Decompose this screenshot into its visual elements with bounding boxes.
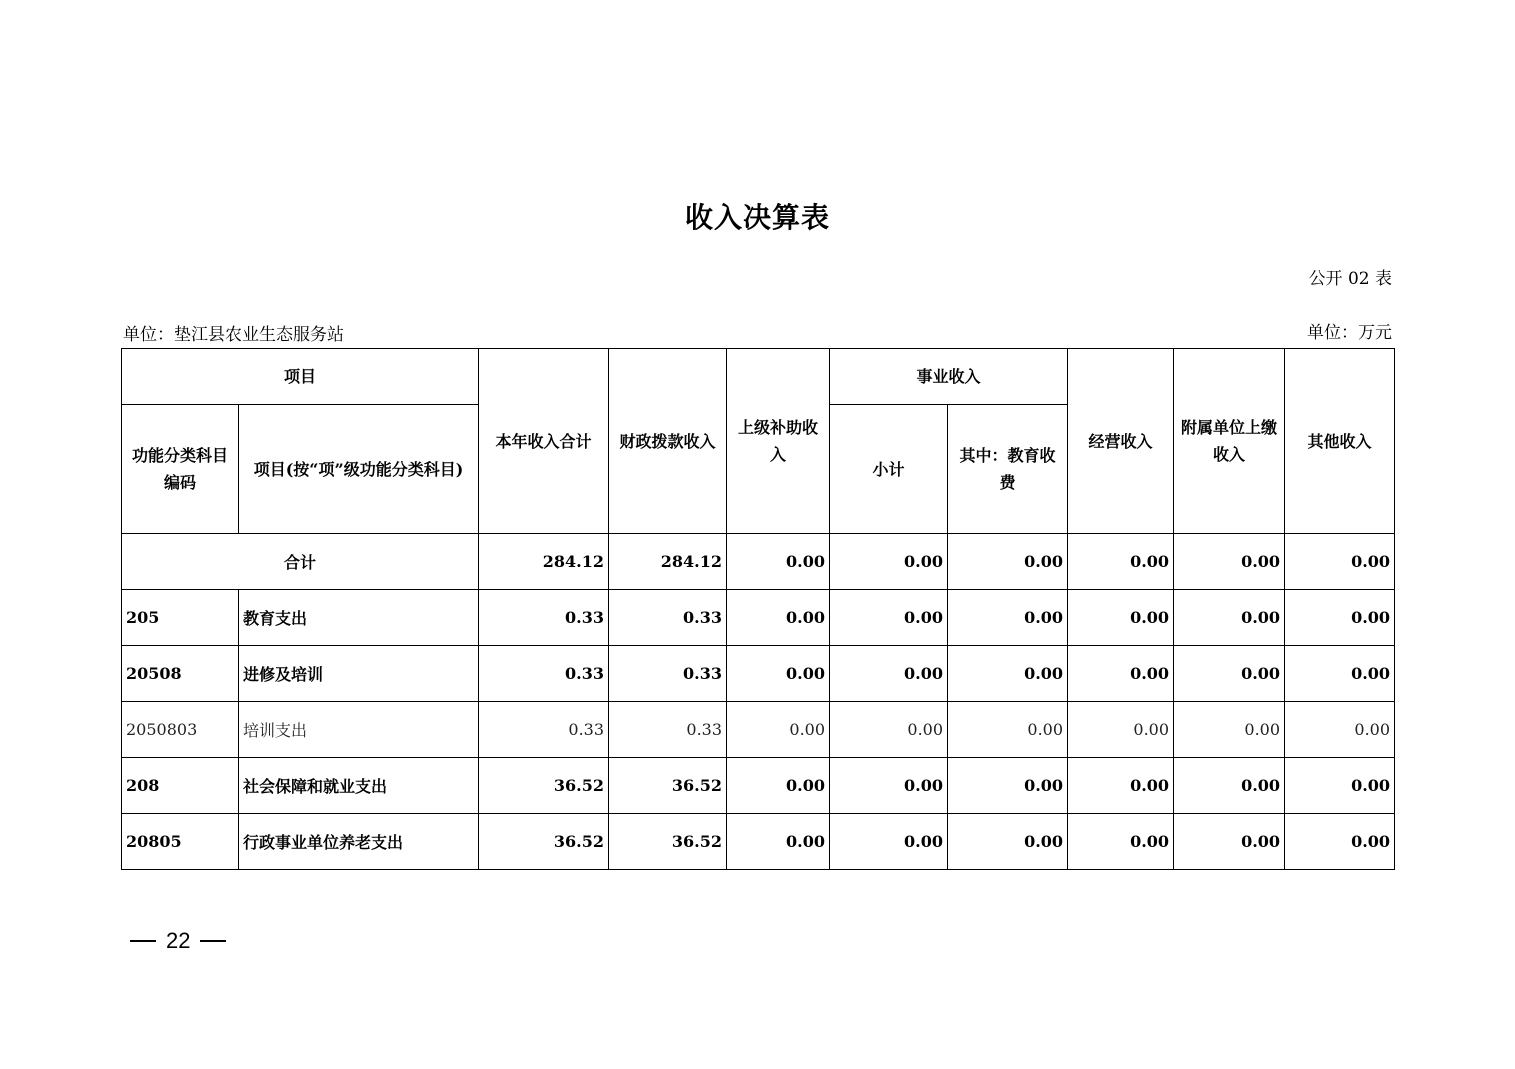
row-value: 0.00: [727, 702, 830, 758]
row-name: 社会保障和就业支出: [239, 758, 479, 814]
table-row: [122, 702, 1395, 758]
row-value: 0.00: [830, 758, 948, 814]
header-fiscal-label: 财政拨款收入: [619, 431, 716, 451]
row-value: 0.33: [479, 646, 609, 702]
header-education-fee: [948, 405, 1068, 534]
row-value: 0.00: [1174, 646, 1285, 702]
total-value: 0.00: [1285, 534, 1395, 590]
row-value: 0.00: [948, 758, 1068, 814]
unit-organization: 单位：垫江县农业生态服务站: [123, 325, 344, 345]
row-value: 0.00: [1174, 590, 1285, 646]
row-value: 36.52: [609, 758, 727, 814]
row-value: 0.00: [948, 702, 1068, 758]
total-value: 284.12: [479, 534, 609, 590]
row-value: 0.33: [609, 702, 727, 758]
header-row-1: [122, 349, 1395, 405]
row-value: 0.00: [1174, 758, 1285, 814]
header-project-group: 项目: [122, 349, 479, 405]
row-code: 205: [122, 590, 239, 646]
row-value: 0.00: [1068, 590, 1174, 646]
row-code: 20805: [122, 814, 239, 870]
row-value: 36.52: [479, 758, 609, 814]
row-value: 0.33: [479, 590, 609, 646]
row-value: 36.52: [479, 814, 609, 870]
left-dash: [130, 940, 156, 942]
row-value: 0.00: [1068, 702, 1174, 758]
page-number-footer: [130, 928, 226, 954]
row-value: 0.00: [830, 702, 948, 758]
header-item-label: 项目(按“项”级功能分类科目): [253, 459, 464, 479]
table-row: [122, 758, 1395, 814]
header-education-fee-label: 其中：教育收费: [959, 446, 1056, 492]
row-value: 0.00: [727, 590, 830, 646]
row-name: 培训支出: [239, 702, 479, 758]
row-value: 0.00: [1285, 646, 1395, 702]
row-value: 0.33: [609, 646, 727, 702]
header-superior-subsidy: [727, 349, 830, 534]
header-operating-label: 经营收入: [1088, 431, 1153, 451]
row-value: 0.00: [830, 646, 948, 702]
row-code: 20508: [122, 646, 239, 702]
row-value: 0.00: [948, 814, 1068, 870]
header-code: [122, 405, 239, 534]
header-affiliated-label: 附属单位上缴收入: [1181, 418, 1278, 464]
row-value: 0.00: [830, 814, 948, 870]
row-name: 进修及培训: [239, 646, 479, 702]
row-value: 0.00: [1285, 702, 1395, 758]
row-value: 0.00: [727, 758, 830, 814]
row-value: 0.00: [1174, 702, 1285, 758]
header-code-label: 功能分类科目编码: [131, 446, 228, 492]
income-table: [121, 348, 1395, 870]
row-code: 2050803: [122, 702, 239, 758]
total-row: [122, 534, 1395, 590]
right-dash: [200, 940, 226, 942]
total-value: 0.00: [830, 534, 948, 590]
row-value: 0.00: [1285, 814, 1395, 870]
header-affiliated: [1174, 349, 1285, 534]
header-fiscal: [609, 349, 727, 534]
header-subtotal: [830, 405, 948, 534]
page-title: 收入决算表: [684, 201, 830, 234]
total-value: 0.00: [1068, 534, 1174, 590]
row-value: 0.00: [830, 590, 948, 646]
row-value: 0.00: [1068, 646, 1174, 702]
total-value: 0.00: [948, 534, 1068, 590]
total-value: 284.12: [609, 534, 727, 590]
page-number: 22: [166, 928, 191, 953]
row-value: 0.00: [727, 646, 830, 702]
header-operating: [1068, 349, 1174, 534]
total-value: 0.00: [1174, 534, 1285, 590]
row-code: 208: [122, 758, 239, 814]
form-number: 公开 02 表: [1308, 269, 1392, 289]
row-name: 行政事业单位养老支出: [239, 814, 479, 870]
row-value: 0.00: [1068, 758, 1174, 814]
row-value: 0.00: [948, 590, 1068, 646]
row-value: 0.00: [1068, 814, 1174, 870]
total-value: 0.00: [727, 534, 830, 590]
unit-currency: 单位：万元: [1307, 323, 1392, 343]
header-superior-subsidy-label: 上级补助收入: [738, 418, 819, 464]
header-other-label: 其他收入: [1307, 431, 1372, 451]
table-row: [122, 590, 1395, 646]
total-label: 合计: [122, 534, 479, 590]
row-value: 0.00: [1285, 590, 1395, 646]
row-value: 0.00: [727, 814, 830, 870]
header-item: [239, 405, 479, 534]
row-value: 36.52: [609, 814, 727, 870]
header-total-income: [479, 349, 609, 534]
row-name: 教育支出: [239, 590, 479, 646]
row-value: 0.00: [1285, 758, 1395, 814]
row-value: 0.00: [1174, 814, 1285, 870]
row-value: 0.33: [479, 702, 609, 758]
header-subtotal-label: 小计: [872, 459, 905, 479]
row-value: 0.33: [609, 590, 727, 646]
row-value: 0.00: [948, 646, 1068, 702]
table-row: [122, 646, 1395, 702]
table-row: [122, 814, 1395, 870]
header-business-group: 事业收入: [830, 349, 1068, 405]
header-other: [1285, 349, 1395, 534]
header-total-income-label: 本年收入合计: [495, 431, 592, 451]
